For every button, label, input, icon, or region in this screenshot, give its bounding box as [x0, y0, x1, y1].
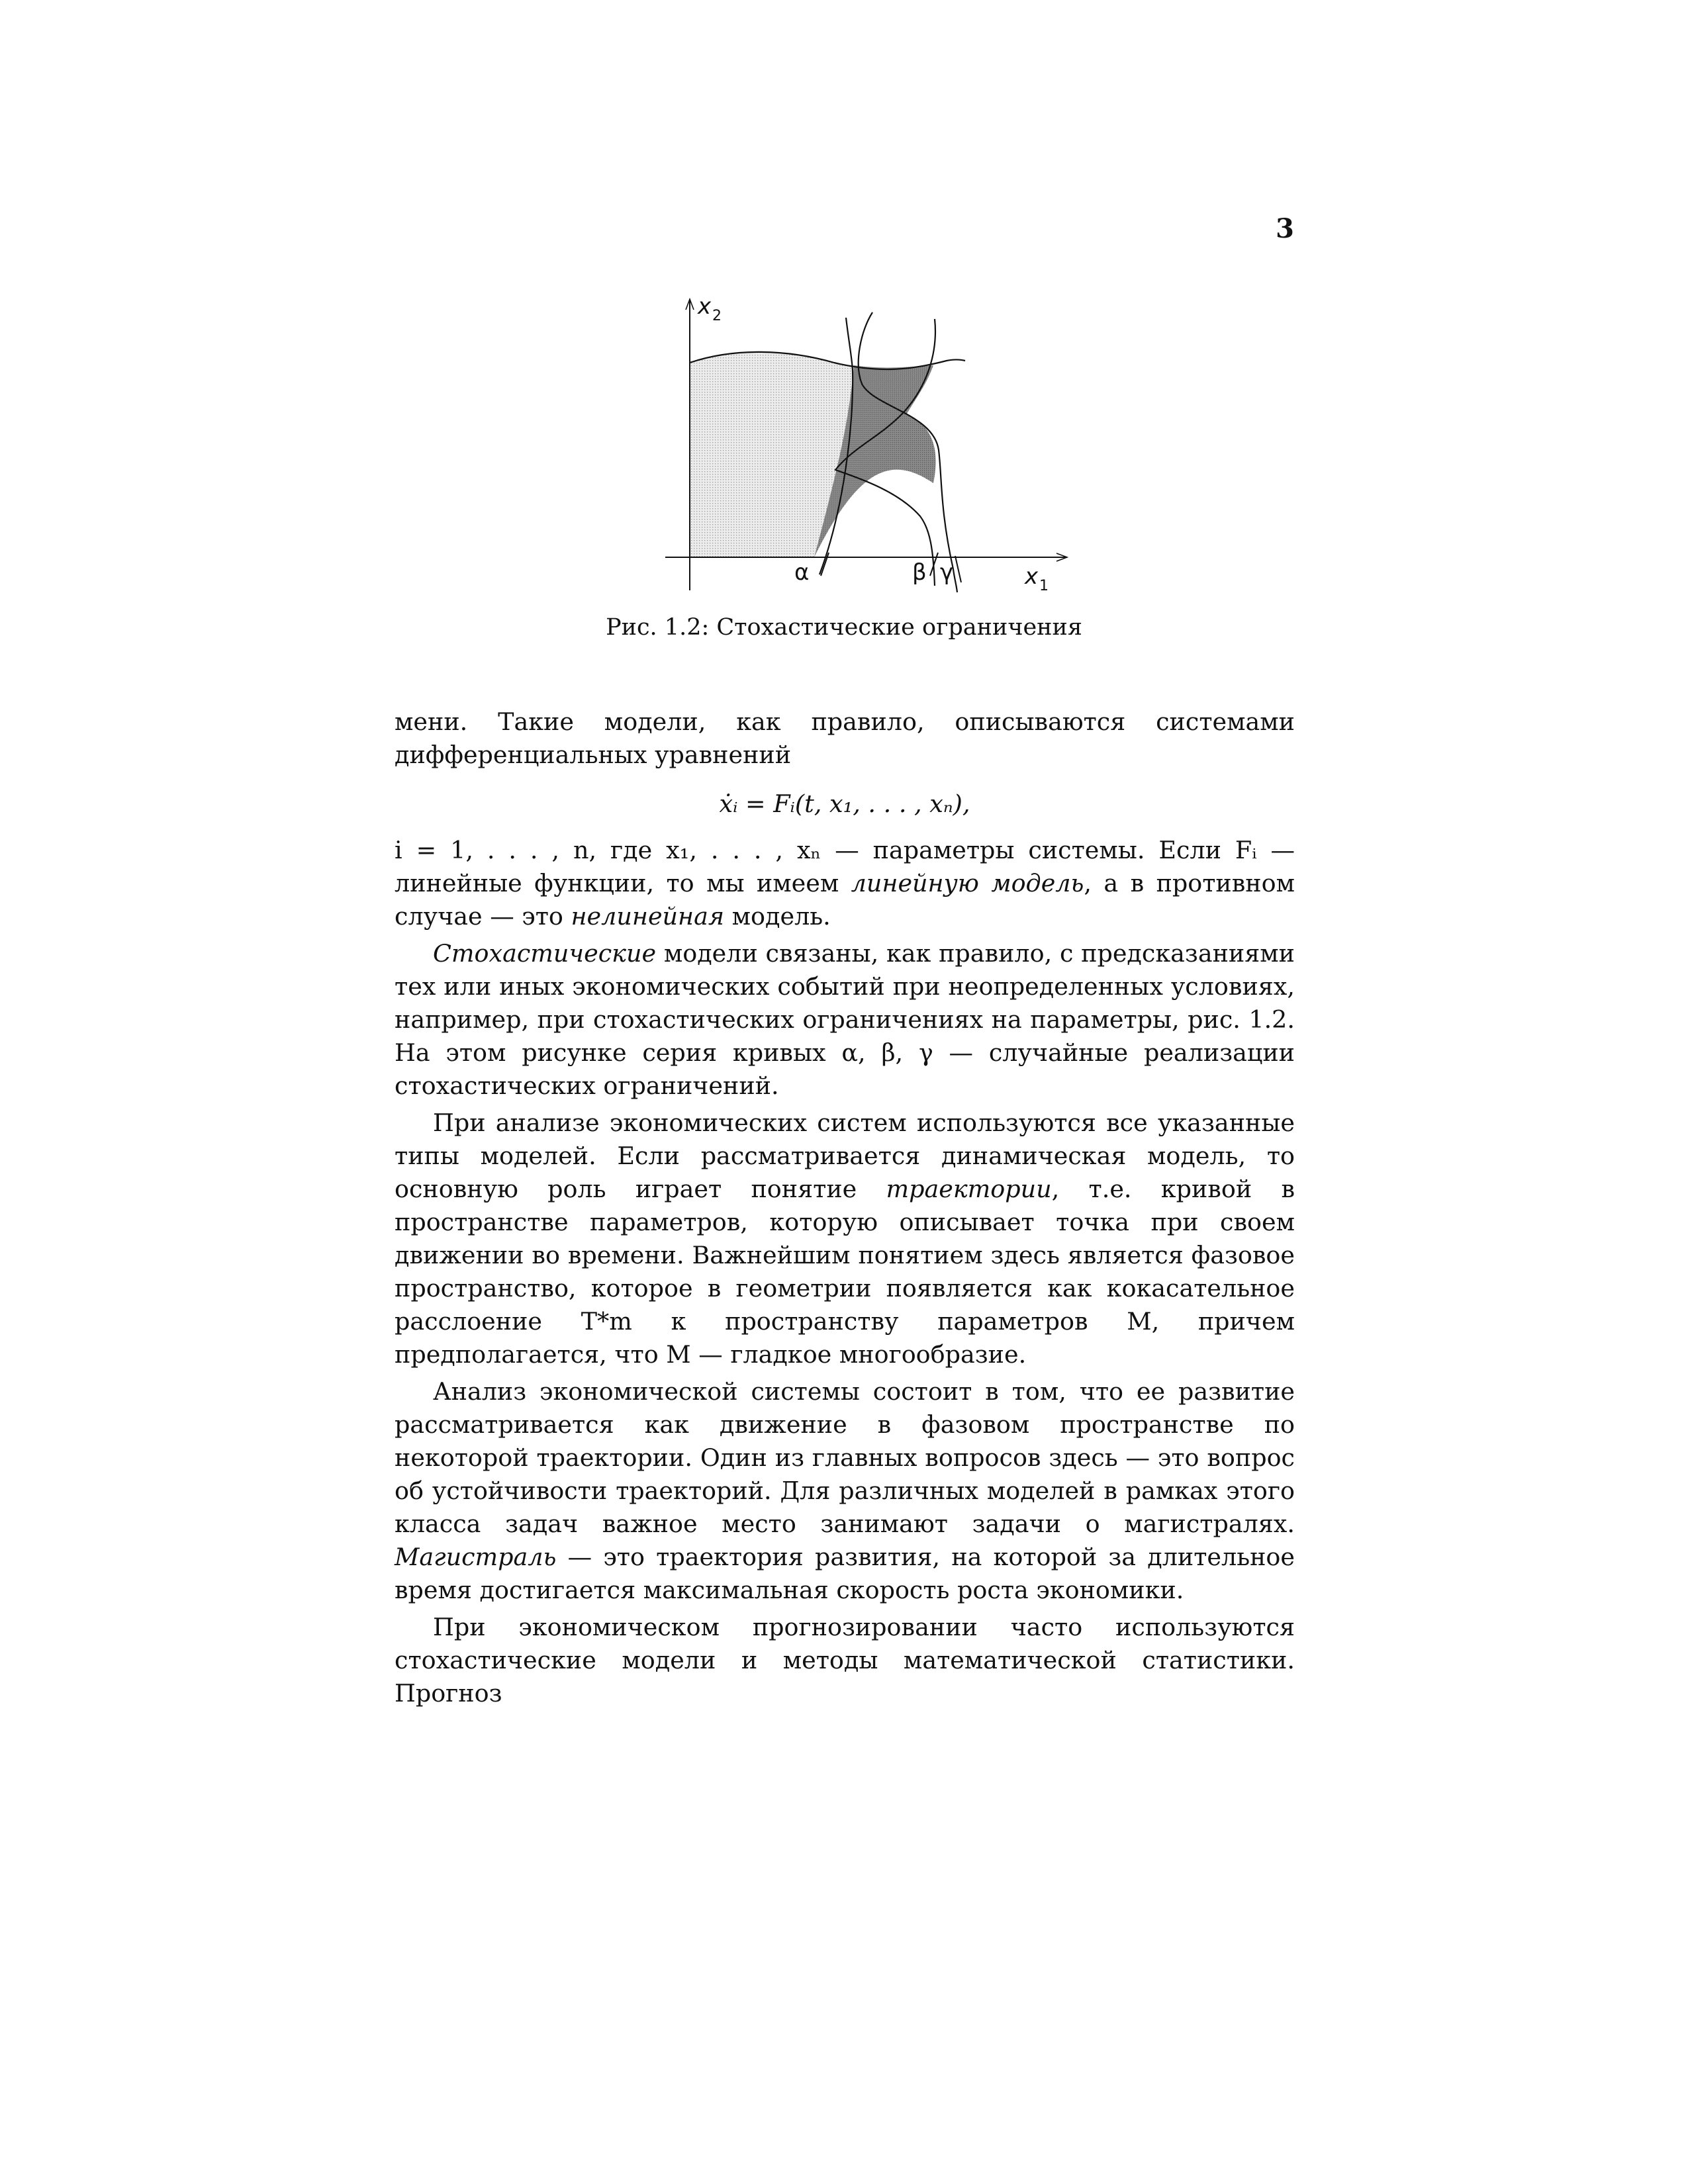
label-beta: β — [912, 559, 927, 586]
paragraph-3-rest: модели связаны, как правило, с предсказаниями тех или иных экономических событий при неопределенных условиях, например, при стохастических ограничениях на параметры, рис. 1.2. На этом рисунке серия кривых α, β, γ — случайные реализации стохастических ограничений. — [395, 939, 1295, 1100]
term-linear-model: линейную модель — [851, 869, 1084, 897]
body-text — [395, 705, 1295, 1714]
paragraph-5 — [395, 1375, 1295, 1607]
label-gamma: γ — [940, 559, 954, 586]
paragraph-1: мени. Такие модели, как правило, описываются системами дифференциальных уравнений — [395, 707, 1295, 769]
x-axis-label: x — [1025, 563, 1039, 590]
y-axis-label: x — [698, 293, 712, 320]
paragraph-4 — [395, 1107, 1295, 1371]
equation: ẋᵢ = Fᵢ(t, x₁, . . . , xₙ), — [719, 790, 970, 818]
paragraph-3 — [395, 937, 1295, 1103]
x-axis-subscript: 1 — [1039, 578, 1049, 594]
figure-caption: Рис. 1.2: Стохастические ограничения — [606, 614, 1082, 641]
term-nonlinear: нелинейная — [571, 902, 725, 931]
term-stochastic: Стохастические — [433, 939, 657, 968]
gamma-tick — [955, 556, 961, 582]
paragraph-5-part-b: — это траектория развития, на которой за длительное время достигается максимальная скорость роста экономики. — [395, 1543, 1295, 1604]
figure-stochastic-constraints — [662, 291, 1086, 602]
paragraph-2-part-b: , а в противном случае — это — [395, 869, 1295, 931]
paragraph-2-part-a: i = 1, . . . , n, где x₁, . . . , xₙ — параметры системы. Если Fᵢ — линейные функции, то мы имеем — [395, 836, 1295, 897]
figure-diagram — [662, 291, 1086, 602]
paragraph-6: При экономическом прогнозировании часто используются стохастические модели и методы математической статистики. Прогноз — [395, 1613, 1295, 1707]
term-turnpike: Магистраль — [395, 1543, 557, 1571]
paragraph-2 — [395, 834, 1295, 933]
paragraph-4-part-a: При анализе экономических систем используются все указанные типы моделей. Если рассматривается динамическая модель, то основную роль играет понятие — [395, 1109, 1295, 1203]
term-trajectory: траектории — [886, 1175, 1052, 1203]
paragraph-2-part-c: модель. — [724, 902, 831, 931]
y-axis-subscript: 2 — [712, 308, 722, 324]
paragraph-5-part-a: Анализ экономической системы состоит в том, что ее развитие рассматривается как движение в фазовом пространстве по некоторой траектории. Один из главных вопросов здесь — это вопрос об устойчивости траекторий. Для различных моделей в рамках этого класса задач важное место занимают задачи о магистралях. — [395, 1377, 1295, 1538]
alpha-tick — [821, 553, 829, 576]
page-number: 3 — [1276, 213, 1294, 244]
paragraph-4-part-b: , т.е. кривой в пространстве параметров, которую описывает точка при своем движении во времени. Важнейшим понятием здесь является фазовое пространство, которое в геометрии появляется как кокасательное расслоение T*m к пространству параметров M, причем предполагается, что M — гладкое многообразие. — [395, 1175, 1295, 1369]
label-alpha: α — [794, 559, 810, 586]
